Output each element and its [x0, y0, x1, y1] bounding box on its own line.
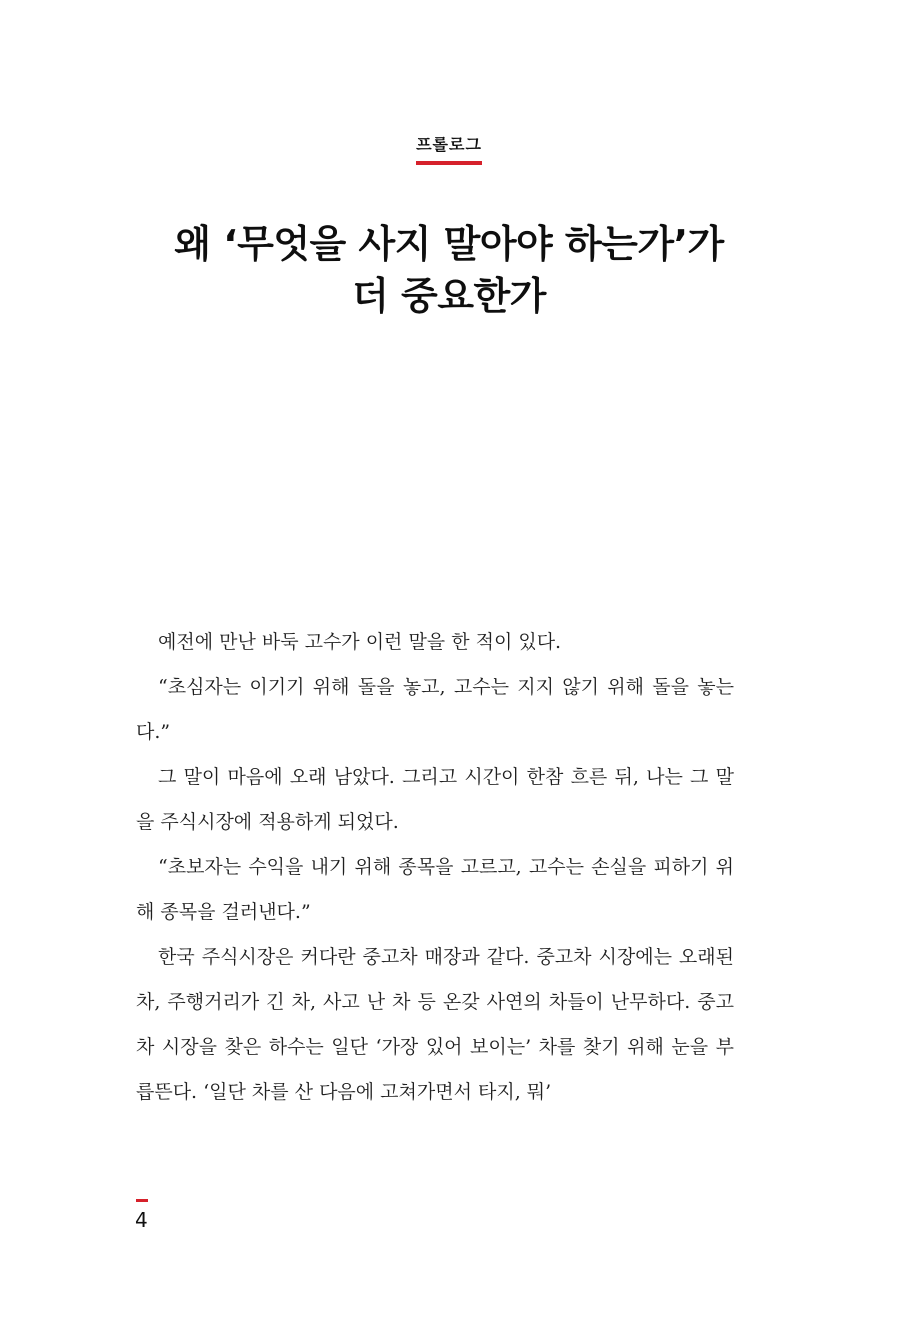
section-label-text: 프롤로그 [416, 132, 482, 165]
section-label [0, 132, 898, 165]
chapter-title [0, 218, 898, 322]
paragraph: 예전에 만난 바둑 고수가 이런 말을 한 적이 있다. [158, 631, 562, 653]
chapter-title-line-1: 왜 ‘무엇을 사지 말아야 하는가’가 [174, 222, 724, 266]
page-number-accent-bar [136, 1199, 148, 1202]
paragraph: “초심자는 이기기 위해 돌을 놓고, 고수는 지지 않기 위해 돌을 놓는다.” [136, 676, 734, 743]
paragraph: 그 말이 마음에 오래 남았다. 그리고 시간이 한참 흐른 뒤, 나는 그 말을 주식시장에 적용하게 되었다. [136, 766, 734, 833]
chapter-title-line-2: 더 중요한가 [352, 274, 546, 318]
paragraph: 한국 주식시장은 커다란 중고차 매장과 같다. 중고차 시장에는 오래된 차, 주행거리가 긴 차, 사고 난 차 등 온갖 사연의 차들이 난무하다. 중고차 시장을 찾은 하수는 일단 ‘가장 있어 보이는’ 차를 찾기 위해 눈을 부릅뜬다. ‘일단 차를 산 다음에 고쳐가면서 타지, 뭐’ [136, 946, 734, 1103]
body-text [136, 620, 734, 1115]
page-number: 4 [135, 1208, 148, 1232]
paragraph: “초보자는 수익을 내기 위해 종목을 고르고, 고수는 손실을 피하기 위해 종목을 걸러낸다.” [136, 856, 734, 923]
